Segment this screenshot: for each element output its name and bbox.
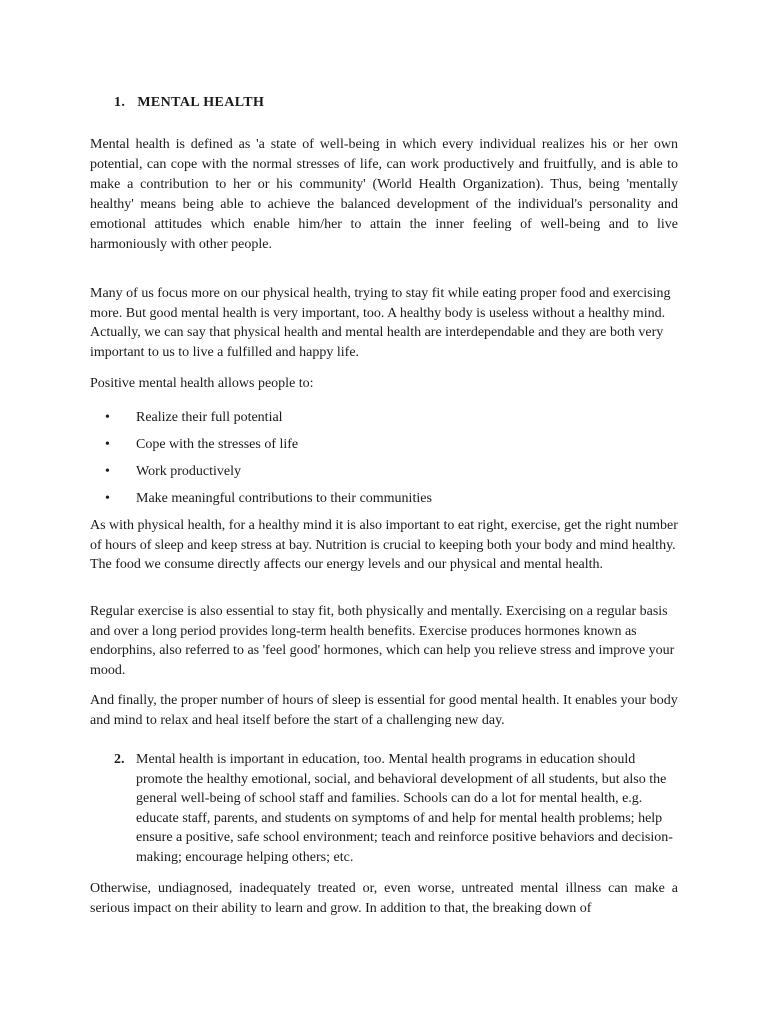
paragraph-exercise: Regular exercise is also essential to stay fit, both physically and mentally. Exercising on a regular basis and over a long period provides long-term health benefits. Exercise produces hormones known as endorphins, also referred to as 'feel good' hormones, which can help you relieve stress and improve your mood.	[90, 604, 675, 678]
bullet-icon: •	[105, 437, 110, 452]
bullet-icon: •	[105, 410, 110, 425]
list-item	[90, 435, 678, 462]
list-item-text: Make meaningful contributions to their communities	[136, 491, 432, 506]
numbered-item-education	[114, 750, 678, 867]
section-number: 1.	[114, 95, 126, 110]
paragraph-definition: Mental health is defined as 'a state of well-being in which every individual realizes his or her own potential, can cope with the normal stresses of life, can work productively and fruitfully, and is able to make a contribution to her or his community' (World Health Organization). Thus, being 'mentally healthy' means being able to achieve the balanced development of the individual's personality and emotional attitudes which enable him/her to attain the inner feeling of well-being and to live harmoniously with other people.	[90, 137, 678, 252]
list-item-text: Work productively	[136, 464, 242, 479]
list-item-text: Realize their full potential	[136, 410, 283, 425]
item-text: Mental health is important in education, too. Mental health programs in education should promote the healthy emotional, social, and behavioral development of all students, but also the general well-being of school staff and families. Schools can do a lot for mental health, e.g. educate staff, parents, and students on symptoms of and help for mental health problems; help ensure a positive, safe school environment; teach and reinforce positive behaviors and decision-making; encourage helping others; etc.	[136, 752, 673, 865]
paragraph-list-intro: Positive mental health allows people to:	[90, 376, 314, 391]
item-number: 2.	[114, 752, 125, 767]
paragraph-untreated-illness: Otherwise, undiagnosed, inadequately treated or, even worse, untreated mental illness can make a serious impact on their ability to learn and grow. In addition to that, the breaking down of	[90, 881, 678, 916]
list-item-text: Cope with the stresses of life	[136, 437, 299, 452]
bullet-icon: •	[105, 464, 110, 479]
list-item	[90, 489, 678, 516]
paragraph-sleep: And finally, the proper number of hours of sleep is essential for good mental health. It enables your body and mind to relax and heal itself before the start of a challenging new day.	[90, 693, 678, 728]
paragraph-physical-health: Many of us focus more on our physical health, trying to stay fit while eating proper food and exercising more. But good mental health is very important, too. A healthy body is useless without a healthy mind. Actually, we can say that physical health and mental health are interdependable and they are both very important to us to live a fulfilled and happy life.	[90, 286, 671, 360]
section-heading	[114, 95, 264, 111]
section-title: MENTAL HEALTH	[137, 95, 265, 110]
bullet-icon: •	[105, 491, 110, 506]
list-item	[90, 462, 678, 489]
list-item	[90, 408, 678, 435]
bullet-list	[90, 408, 678, 516]
paragraph-nutrition: As with physical health, for a healthy mind it is also important to eat right, exercise, get the right number of hours of sleep and keep stress at bay. Nutrition is crucial to keeping both your body and mind healthy. The food we consume directly affects our energy levels and our physical and mental health.	[90, 518, 678, 572]
